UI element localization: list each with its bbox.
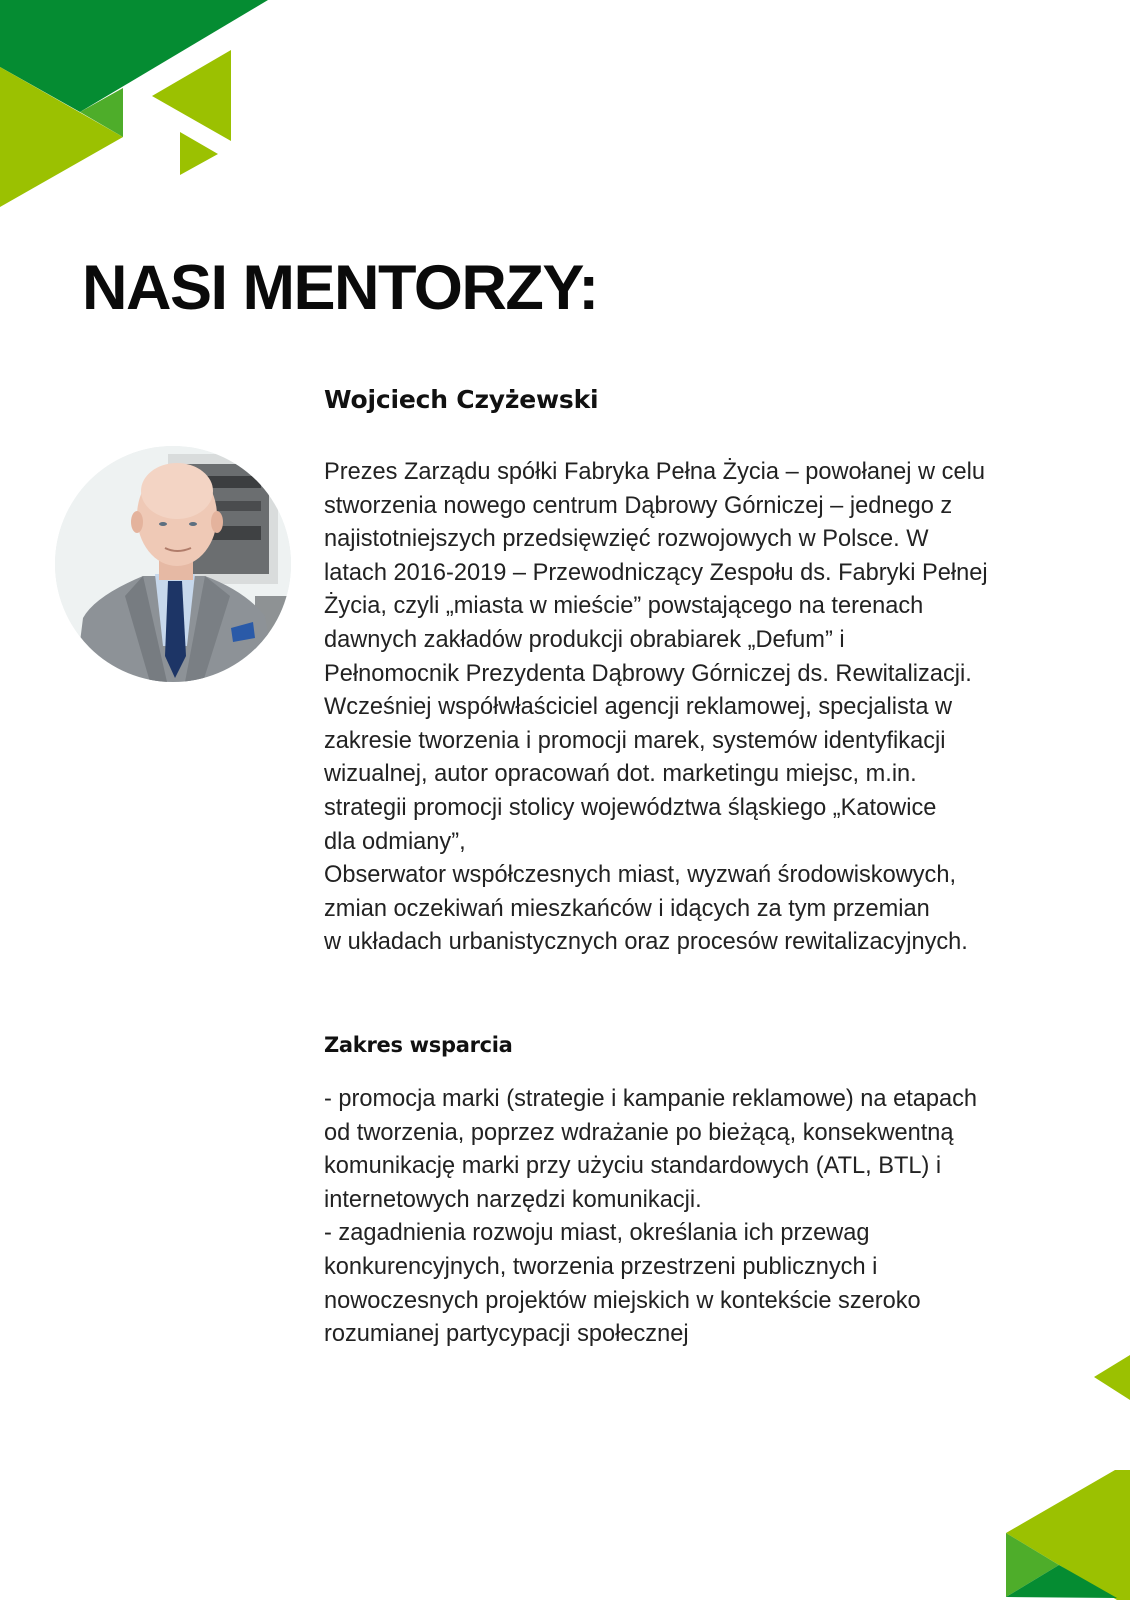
support-scope-heading: Zakres wsparcia	[324, 1033, 513, 1057]
bio-line: zmian oczekiwań mieszkańców i idących za tym przemian	[324, 895, 930, 922]
support-line: - promocja marki (strategie i kampanie reklamowe) na etapach	[324, 1086, 978, 1112]
bio-line: zakresie tworzenia i promocji marek, systemów identyfikacji	[324, 727, 946, 754]
mentor-portrait	[55, 446, 291, 682]
bio-line: latach 2016-2019 – Przewodniczący Zespołu ds. Fabryki Pełnej	[324, 559, 988, 586]
triangle-lime-top-left	[0, 67, 123, 207]
support-line: rozumianej partycypacji społecznej	[324, 1321, 689, 1348]
bio-line: Życia, czyli „miasta w mieście” powstającego na terenach	[324, 593, 924, 620]
bio-line: Prezes Zarządu spółki Fabryka Pełna Życia – powołanej w celu	[324, 459, 985, 485]
support-line: od tworzenia, poprzez wdrażanie po bieżącą, konsekwentną	[324, 1119, 954, 1146]
bio-line: w układach urbanistycznych oraz procesów rewitalizacyjnych.	[324, 929, 968, 956]
bio-line: dawnych zakładów produkcji obrabiarek „Defum” i	[324, 626, 845, 653]
support-line: internetowych narzędzi komunikacji.	[324, 1186, 702, 1213]
page-title: NASI MENTORZY:	[82, 253, 598, 323]
bio-line: Obserwator współczesnych miast, wyzwań środowiskowych,	[324, 862, 956, 889]
portrait-photo	[55, 446, 291, 682]
support-line: nowoczesnych projektów miejskich w kontekście szeroko	[324, 1287, 921, 1314]
triangle-mid-green-bottom-right	[1006, 1533, 1059, 1597]
bio-line: strategii promocji stolicy województwa śląskiego „Katowice	[324, 794, 937, 821]
mentor-bio	[324, 456, 988, 960]
bio-line: wizualnej, autor opracowań dot. marketingu miejsc, m.in.	[324, 761, 917, 788]
bio-line: najistotniejszych przedsięwzięć rozwojowych w Polsce. W	[324, 526, 929, 553]
bio-line: Pełnomocnik Prezydenta Dąbrowy Górniczej ds. Rewitalizacji.	[324, 660, 972, 687]
triangle-dark-green-bottom-right	[1006, 1565, 1117, 1598]
triangle-mid-green-top-left	[80, 88, 123, 137]
triangle-lime-bottom-right	[1006, 1470, 1130, 1600]
support-scope-list	[324, 1083, 977, 1352]
triangle-dark-green-top-left	[0, 0, 268, 112]
mentor-name: Wojciech Czyżewski	[324, 385, 599, 414]
triangle-lime-right-pointing	[180, 132, 218, 175]
support-line: komunikację marki przy użyciu standardowych (ATL, BTL) i	[324, 1153, 942, 1180]
triangle-lime-right-edge	[1094, 1355, 1130, 1400]
bio-line: stworzenia nowego centrum Dąbrowy Górniczej – jednego z	[324, 492, 953, 519]
bio-line: dla odmiany”,	[324, 828, 466, 855]
support-line: - zagadnienia rozwoju miast, określania ich przewag	[324, 1220, 870, 1247]
bio-line: Wcześniej współwłaściciel agencji reklamowej, specjalista w	[324, 694, 953, 721]
triangle-lime-left-pointing	[152, 50, 231, 141]
support-line: konkurencyjnych, tworzenia przestrzeni publicznych i	[324, 1253, 878, 1280]
